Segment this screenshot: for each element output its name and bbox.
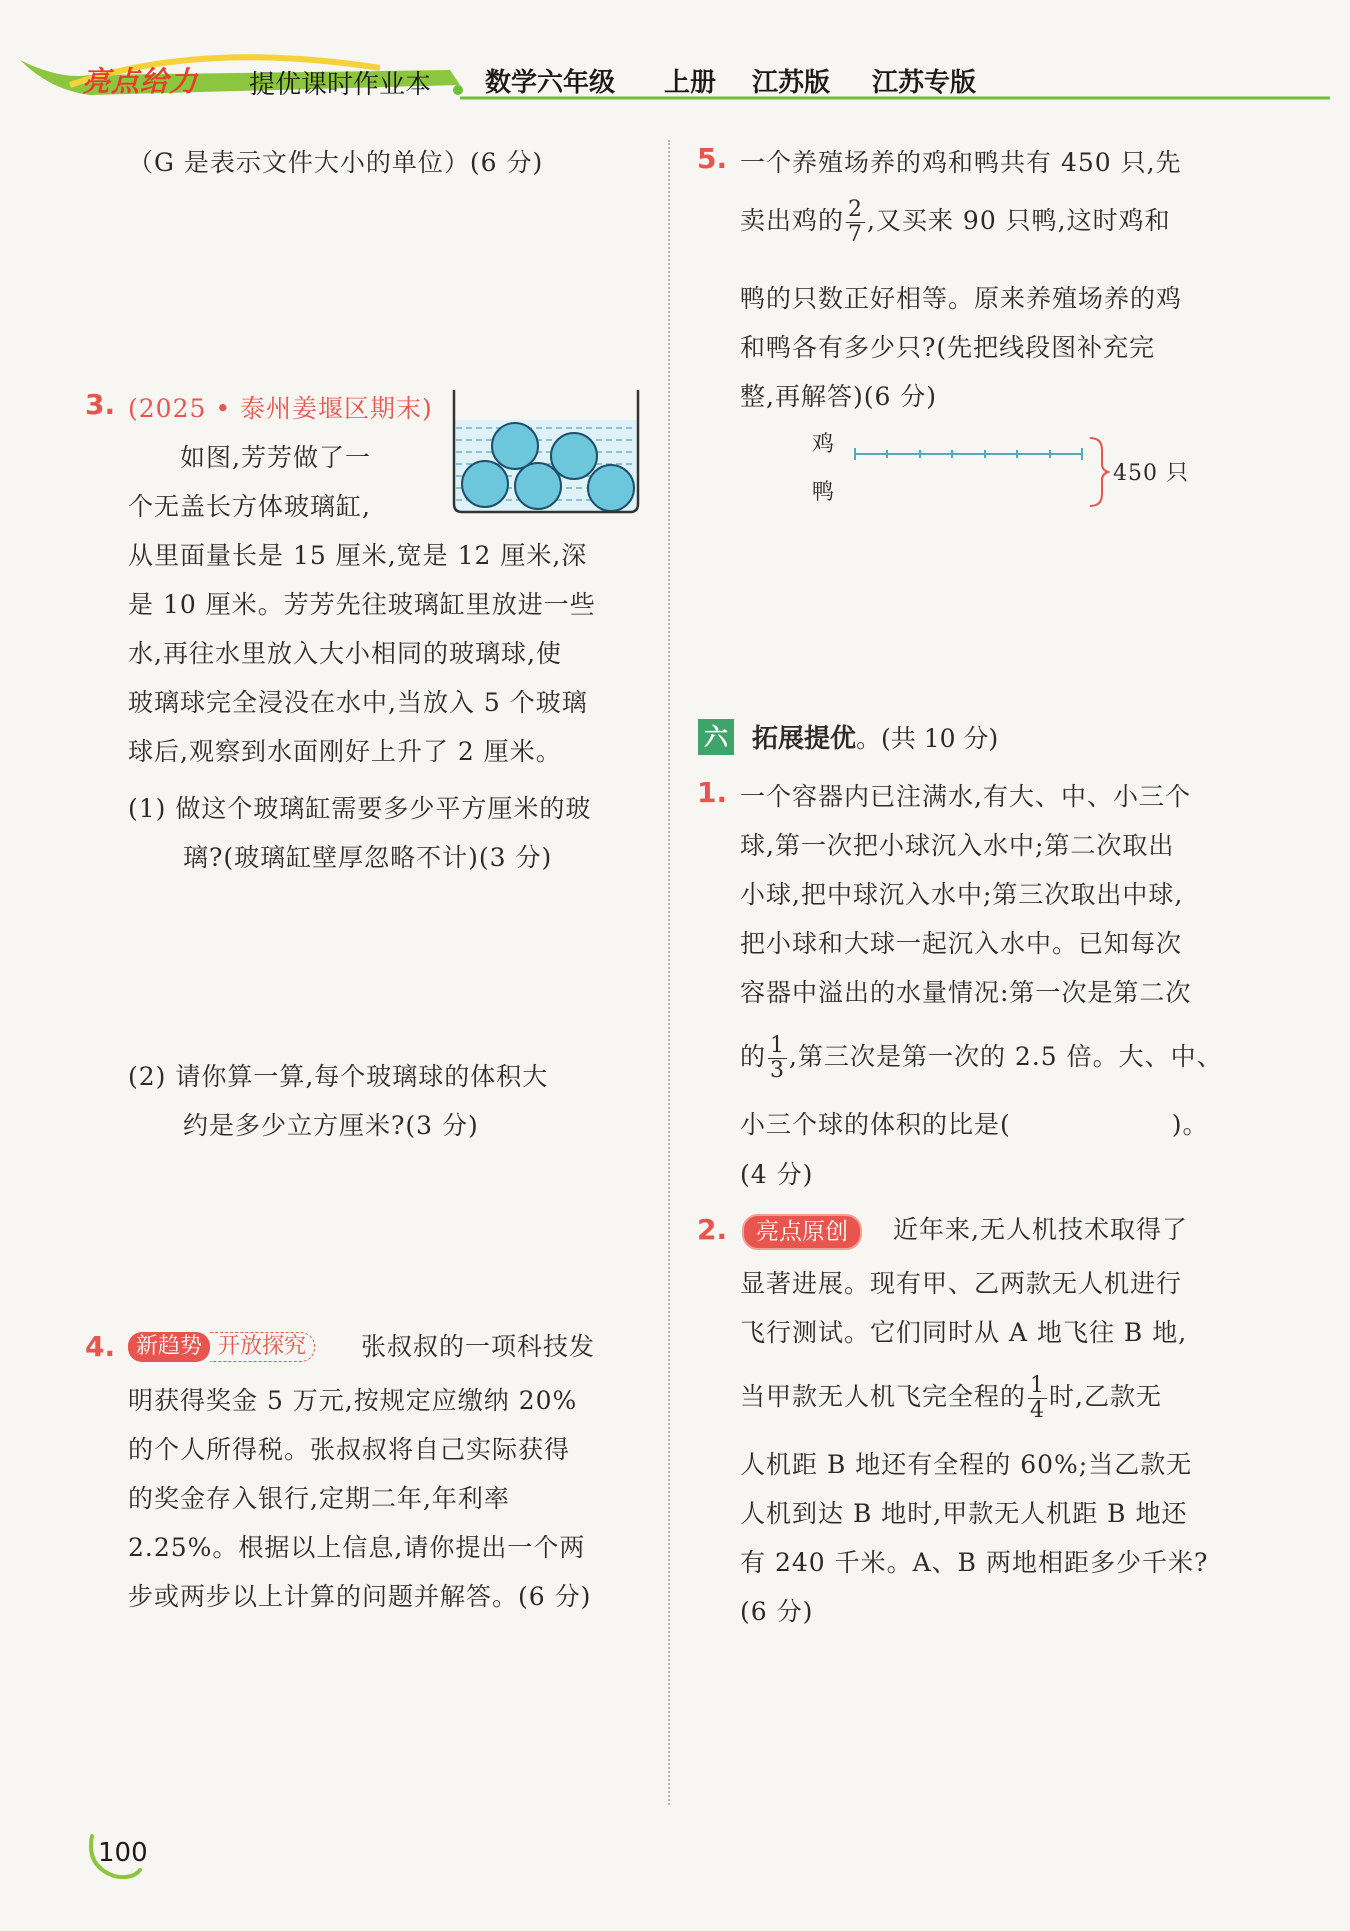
q5-number: 5.	[697, 142, 728, 175]
s2-line4	[740, 1372, 1162, 1423]
q3-line3: 从里面量长是 15 厘米,宽是 12 厘米,深	[128, 541, 588, 570]
q3-line2: 个无盖长方体玻璃缸,	[128, 492, 371, 521]
s1-frac-denominator: 3	[770, 1058, 786, 1083]
header-edition: 江苏版	[752, 68, 831, 98]
s2-line5: 人机距 B 地还有全程的 60%;当乙款无	[740, 1450, 1193, 1479]
s1-line6-pre: 的	[740, 1042, 767, 1071]
q4-line3: 的个人所得税。张叔叔将自己实际获得	[128, 1435, 571, 1464]
q2-tail: （G 是表示文件大小的单位）(6 分)	[128, 148, 544, 177]
q3-line4: 是 10 厘米。芳芳先往玻璃缸里放进一些	[128, 590, 596, 619]
q3-sub1-b: 璃?(玻璃缸壁厚忽略不计)(3 分)	[183, 843, 553, 872]
s1-frac-numerator: 1	[770, 1033, 786, 1058]
page-number: 100	[98, 1838, 148, 1868]
header-volume: 上册	[664, 68, 717, 98]
badge-new-trend: 新趋势	[128, 1332, 210, 1362]
q3-line6: 玻璃球完全浸没在水中,当放入 5 个玻璃	[128, 688, 588, 717]
section-title	[752, 718, 998, 755]
s2-score: (6 分)	[740, 1597, 814, 1626]
q3-line7: 球后,观察到水面刚好上升了 2 厘米。	[128, 737, 562, 766]
q4-line6: 步或两步以上计算的问题并解答。(6 分)	[128, 1582, 592, 1611]
s2-line6: 人机到达 B 地时,甲款无人机距 B 地还	[740, 1499, 1188, 1528]
s1-line6	[740, 1032, 1223, 1083]
q3-line1: 如图,芳芳做了一	[180, 443, 371, 472]
segment-diagram	[850, 430, 1110, 510]
s2-line4-pre: 当甲款无人机飞完全程的	[740, 1382, 1027, 1411]
s2-line7: 有 240 千米。A、B 两地相距多少千米?	[740, 1548, 1209, 1577]
header-special: 江苏专版	[872, 68, 977, 98]
q5-line4: 和鸭各有多少只?(先把线段图补充完	[740, 333, 1156, 362]
q4-number: 4.	[85, 1330, 116, 1363]
brand-title: 亮点给力	[82, 65, 199, 98]
segment-total: 450 只	[1113, 461, 1189, 486]
q5-line2-post: ,又买来 90 只鸭,这时鸡和	[867, 206, 1171, 235]
s2-frac-denominator: 4	[1030, 1398, 1046, 1423]
q5-frac-denominator: 7	[848, 222, 864, 247]
badge-original: 亮点原创	[742, 1214, 862, 1250]
q5-line2-pre: 卖出鸡的	[740, 206, 845, 235]
s1-line3: 小球,把中球沉入水中;第三次取出中球,	[740, 880, 1184, 909]
s1-line6-post: ,第三次是第一次的 2.5 倍。大、中、	[789, 1042, 1223, 1071]
fraction-one-quarter	[1028, 1374, 1047, 1423]
column-divider	[668, 140, 670, 1805]
q4-badges	[128, 1332, 315, 1362]
q4-line2: 明获得奖金 5 万元,按规定应缴纳 20%	[128, 1386, 578, 1415]
s1-line5: 容器中溢出的水量情况:第一次是第二次	[740, 978, 1192, 1007]
q4-line5: 2.25%。根据以上信息,请你提出一个两	[128, 1533, 586, 1562]
segment-label-duck: 鸭	[812, 480, 836, 505]
s2-line2: 显著进展。现有甲、乙两款无人机进行	[740, 1269, 1183, 1298]
q5-frac-numerator: 2	[848, 197, 864, 222]
header-subject: 数学六年级	[485, 68, 616, 98]
q3-sub2-a: (2) 请你算一算,每个玻璃球的体积大	[128, 1062, 549, 1091]
q3-sub1-a: (1) 做这个玻璃缸需要多少平方厘米的玻	[128, 794, 592, 823]
q3-source: (2025 • 泰州姜堰区期末)	[128, 394, 433, 423]
fraction-one-third	[768, 1034, 787, 1083]
s2-number: 2.	[697, 1213, 728, 1246]
q5-line2	[740, 196, 1171, 247]
badge-open-explore: 开放探究	[210, 1332, 315, 1362]
q4-line4: 的奖金存入银行,定期二年,年利率	[128, 1484, 510, 1513]
s1-line1: 一个容器内已注满水,有大、中、小三个	[740, 782, 1191, 811]
section-score: 。(共 10 分)	[856, 724, 999, 753]
glass-tank-figure	[452, 388, 642, 518]
segment-label-chicken: 鸡	[812, 432, 836, 457]
s1-answer-line: 小三个球的体积的比是( )。	[740, 1110, 1209, 1139]
section-six-icon: 六	[698, 719, 734, 755]
s2-badge-wrap	[742, 1214, 862, 1250]
s1-line2: 球,第一次把小球沉入水中;第二次取出	[740, 831, 1175, 860]
s1-number: 1.	[697, 776, 728, 809]
q3-sub2-b: 约是多少立方厘米?(3 分)	[183, 1111, 479, 1140]
s2-line1: 近年来,无人机技术取得了	[893, 1215, 1188, 1244]
s1-score: (4 分)	[740, 1160, 814, 1189]
brand-subtitle: 提优课时作业本	[249, 70, 432, 100]
q3-number: 3.	[85, 388, 116, 421]
q5-line3: 鸭的只数正好相等。原来养殖场养的鸡	[740, 284, 1183, 313]
s2-frac-numerator: 1	[1030, 1373, 1046, 1398]
q3-line5: 水,再往水里放入大小相同的玻璃球,使	[128, 639, 562, 668]
q4-line1: 张叔叔的一项科技发	[361, 1332, 596, 1361]
s2-line3: 飞行测试。它们同时从 A 地飞往 B 地,	[740, 1318, 1188, 1347]
fraction-two-sevenths	[846, 198, 865, 247]
q5-line5: 整,再解答)(6 分)	[740, 382, 938, 411]
section-title-text: 拓展提优	[752, 724, 857, 754]
q5-line1: 一个养殖场养的鸡和鸭共有 450 只,先	[740, 148, 1182, 177]
s1-line4: 把小球和大球一起沉入水中。已知每次	[740, 929, 1183, 958]
s2-line4-post: 时,乙款无	[1049, 1382, 1162, 1411]
